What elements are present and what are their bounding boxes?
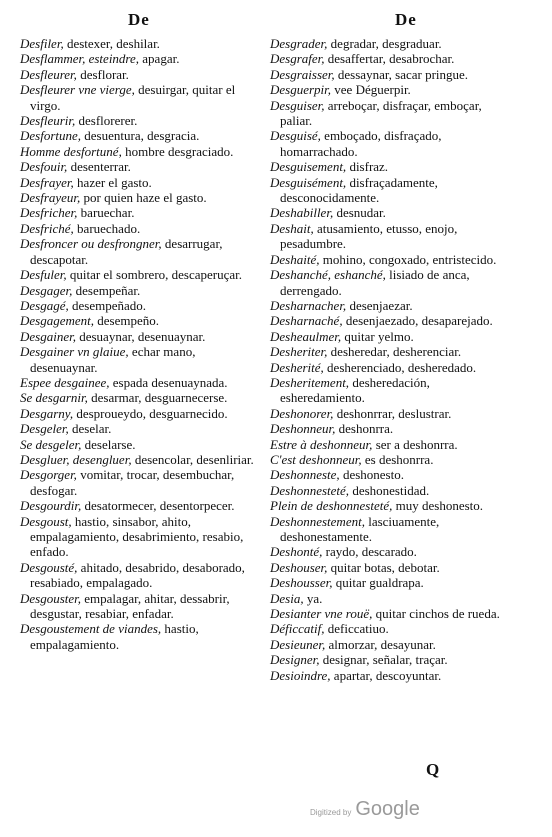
definition: quitar gualdrapa. (332, 575, 424, 591)
dictionary-entry (20, 175, 265, 190)
dictionary-entry (20, 283, 265, 298)
headword: Deshouser, (270, 559, 328, 575)
dictionary-entry (270, 252, 515, 267)
headword: Desguisément, (270, 174, 347, 190)
headword: Deshonorer, (270, 405, 334, 421)
dictionary-entry (270, 575, 515, 590)
dictionary-entry (270, 51, 515, 66)
dictionary-entry (270, 360, 515, 375)
definition: quitar cinchos de rueda. (372, 606, 500, 622)
definition: degradar, desgraduar. (327, 36, 442, 51)
dictionary-entry (20, 498, 265, 513)
definition: baruechar. (77, 205, 135, 221)
dictionary-entry (20, 621, 265, 652)
dictionary-entry (20, 159, 265, 174)
dictionary-entry (270, 452, 515, 467)
headword: Desheaulmer, (270, 328, 342, 344)
headword: Desfleurer, (20, 66, 77, 82)
headword: Desgeler, (20, 421, 69, 437)
definition: echar mano, desenuaynar. (30, 344, 196, 375)
definition: desheredar, desherenciar. (327, 344, 462, 360)
definition: hastio, empalagamiento. (30, 621, 199, 652)
headword: Desguiser, (270, 97, 325, 113)
dictionary-entry (270, 175, 515, 206)
definition: emboçado, disfraçado, homarrachado. (280, 128, 442, 159)
dictionary-entry (270, 159, 515, 174)
headword: Desfricher, (20, 205, 78, 221)
dictionary-entry (270, 467, 515, 482)
dictionary-entry (270, 67, 515, 82)
definition: desempeño. (94, 313, 159, 329)
dictionary-entry (270, 406, 515, 421)
definition: destexer, deshilar. (63, 36, 160, 51)
headword: Desfleurer vne vierge, (20, 82, 135, 98)
dictionary-entry (20, 344, 265, 375)
definition: deficcatiuo. (324, 621, 389, 637)
dictionary-entry (20, 467, 265, 498)
headword: Deshonnesteté, (270, 482, 350, 498)
headword: Deshousser, (270, 575, 333, 591)
definition: desproueydo, desguarnecido. (73, 405, 228, 421)
headword: Desfortune, (20, 128, 82, 144)
definition: deselar. (68, 421, 112, 437)
dictionary-entry (20, 113, 265, 128)
definition: deshonrra. (335, 421, 394, 437)
definition: dessaynar, sacar pringue. (334, 66, 469, 82)
dictionary-entry (20, 67, 265, 82)
headword: Desfouir, (20, 159, 68, 175)
headword: Deshait, (270, 220, 314, 236)
dictionary-entry (270, 621, 515, 636)
dictionary-entry (20, 298, 265, 313)
dictionary-entry (270, 221, 515, 252)
headword: Desharnaché, (270, 313, 343, 329)
headword: Desguerpir, (270, 82, 332, 98)
definition: espada desenuaynada. (109, 374, 228, 390)
headword: Desgourdir, (20, 498, 82, 514)
headword: Desgrafer, (270, 51, 325, 67)
headword: Deshonnestement, (270, 513, 365, 529)
headword: Deshonneur, (270, 421, 336, 437)
definition: deshonrrar, deslustrar. (333, 405, 452, 421)
headword: Desgraisser, (270, 66, 335, 82)
headword: Desguisé, (270, 128, 321, 144)
running-head-left: De (128, 10, 150, 29)
definition: desencolar, desenliriar. (131, 451, 254, 467)
definition: desenjaezado, desaparejado. (342, 313, 493, 329)
dictionary-entry (270, 98, 515, 129)
dictionary-entry (20, 329, 265, 344)
definition: desarmar, desguarnecerse. (87, 390, 228, 406)
headword: Desgoustement de viandes, (20, 621, 162, 637)
definition: desheredación, esheredamiento. (280, 374, 430, 406)
headword: Desheritement, (270, 374, 350, 390)
dictionary-entry (20, 313, 265, 328)
headword: Desgousté, (20, 559, 78, 575)
definition: es deshonrra. (361, 451, 434, 467)
definition: apartar, descoyuntar. (330, 667, 442, 683)
dictionary-entry (270, 313, 515, 328)
headword: Desflammer, esteindre, (20, 51, 140, 67)
dictionary-entry (270, 514, 515, 545)
definition: desempeñar. (72, 282, 141, 298)
definition: desflorar. (76, 66, 129, 82)
headword: Desgrader, (270, 36, 328, 51)
dictionary-entry (270, 82, 515, 97)
dictionary-entry (20, 406, 265, 421)
dictionary-entry (20, 514, 265, 560)
definition: baruechado. (73, 220, 141, 236)
headword: Desgagement, (20, 313, 95, 329)
dictionary-entry (20, 205, 265, 220)
dictionary-entry (20, 51, 265, 66)
definition: desenjaezar. (346, 297, 413, 313)
left-column (20, 36, 265, 652)
definition: deselarse. (81, 436, 136, 452)
definition: hombre desgraciado. (121, 143, 234, 159)
definition: quitar yelmo. (341, 328, 414, 344)
headword: Homme desfortuné, (20, 143, 122, 159)
dictionary-entry (270, 544, 515, 559)
headword: Desianter vne rouë, (270, 606, 373, 622)
headword: Desfriché, (20, 220, 74, 236)
headword: Desgager, (20, 282, 73, 298)
dictionary-entry (20, 36, 265, 51)
headword: Deshaité, (270, 251, 320, 267)
headword: Desgainer vn glaiue, (20, 344, 129, 360)
catchword: Q (426, 760, 440, 779)
headword: Desgorger, (20, 467, 77, 483)
dictionary-entry (270, 591, 515, 606)
definition: raydo, descarado. (322, 544, 417, 560)
definition: mohino, congoxado, entristecido. (319, 251, 497, 267)
definition: por quien haze el gasto. (80, 190, 207, 206)
definition: hastio, sinsabor, ahito, empalagamiento, desabrimiento, resabio, enfado. (30, 513, 244, 560)
dictionary-entry (270, 375, 515, 406)
dictionary-entry (20, 560, 265, 591)
dictionary-entry (270, 421, 515, 436)
definition: desempeñado. (68, 297, 147, 313)
definition: disfraz. (346, 159, 389, 175)
headword: Deshanché, eshanché, (270, 267, 386, 283)
dictionary-entry (20, 390, 265, 405)
definition: desflorerer. (75, 113, 138, 129)
headword: Desgainer, (20, 328, 76, 344)
dictionary-entry (270, 437, 515, 452)
dictionary-entry (270, 483, 515, 498)
dictionary-entry (270, 652, 515, 667)
definition: vomitar, trocar, desembuchar, desfogar. (30, 467, 235, 498)
definition: desaffertar, desabrochar. (324, 51, 455, 67)
definition: quitar botas, debotar. (327, 559, 440, 575)
dictionary-entry (270, 298, 515, 313)
definition: quitar el sombrero, descaperuçar. (66, 267, 243, 283)
definition: ser a deshonrra. (372, 436, 458, 452)
headword: Desgagé, (20, 297, 69, 313)
dictionary-entry (270, 606, 515, 621)
definition: almorzar, desayunar. (325, 636, 436, 652)
headword: Plein de deshonnesteté, (270, 498, 393, 514)
definition: atusamiento, etusso, enojo, pesadumbre. (280, 220, 458, 252)
dictionary-entry (20, 190, 265, 205)
definition: arreboçar, disfraçar, emboçar, paliar. (280, 97, 482, 129)
headword: Desgarny, (20, 405, 74, 421)
definition: hazer el gasto. (73, 174, 152, 190)
headword: Desguisement, (270, 159, 347, 175)
headword: Estre à deshonneur, (270, 436, 373, 452)
right-column (270, 36, 515, 683)
dictionary-entry (270, 498, 515, 513)
definition: desuentura, desgracia. (81, 128, 200, 144)
dictionary-entry (20, 421, 265, 436)
headword: Desheriter, (270, 344, 328, 360)
definition: ya. (303, 590, 323, 606)
headword: Desfrayer, (20, 174, 74, 190)
headword: Desharnacher, (270, 297, 347, 313)
definition: deshonesto. (339, 467, 404, 483)
headword: Se desgeler, (20, 436, 82, 452)
definition: desenterrar. (67, 159, 131, 175)
headword: Déficcatif, (270, 621, 325, 637)
dictionary-entry (270, 329, 515, 344)
dictionary-entry (20, 591, 265, 622)
definition: desatormecer, desentorpecer. (81, 498, 235, 514)
dictionary-entry (20, 144, 265, 159)
dictionary-entry (270, 267, 515, 298)
headword: Deshonneste, (270, 467, 340, 483)
headword: Se desgarnir, (20, 390, 88, 406)
headword: Desgouster, (20, 590, 82, 606)
headword: Desherité, (270, 359, 324, 375)
headword: Desgluer, desengluer, (20, 451, 132, 467)
headword: Desieuner, (270, 636, 326, 652)
headword: Designer, (270, 652, 320, 668)
definition: desuirgar, quitar el virgo. (30, 82, 236, 113)
definition: desuaynar, desenuaynar. (75, 328, 206, 344)
dictionary-entry (270, 344, 515, 359)
headword: Desia, (270, 590, 304, 606)
dictionary-entry (20, 437, 265, 452)
dictionary-entry (270, 128, 515, 159)
headword: Desioindre, (270, 667, 331, 683)
digitization-watermark (310, 798, 420, 821)
headword: C'est deshonneur, (270, 451, 362, 467)
headword: Deshabiller, (270, 205, 334, 221)
definition: lisiado de anca, derrengado. (280, 267, 470, 298)
headword: Desfiler, (20, 36, 64, 51)
headword: Deshonté, (270, 544, 323, 560)
definition: disfraçadamente, desconocidamente. (280, 174, 438, 206)
running-head-right: De (395, 10, 417, 29)
dictionary-entry (270, 668, 515, 683)
dictionary-entry (20, 375, 265, 390)
dictionary-entry (270, 637, 515, 652)
google-logo: Google (355, 798, 420, 820)
dictionary-entry (20, 236, 265, 267)
definition: deshonestidad. (349, 482, 430, 498)
dictionary-entry (20, 82, 265, 113)
definition: desnudar. (333, 205, 386, 221)
headword: Espee desgainee, (20, 374, 110, 390)
definition: ahitado, desabrido, desaborado, resabiado, empalagado. (30, 559, 245, 591)
definition: muy deshonesto. (392, 498, 484, 514)
dictionary-entry (20, 267, 265, 282)
dictionary-entry (20, 452, 265, 467)
definition: empalagar, ahitar, dessabrir, desgustar, resabiar, enfadar. (30, 590, 230, 622)
watermark-prefix: Digitized by (310, 808, 352, 817)
dictionary-entry (270, 560, 515, 575)
headword: Desgoust, (20, 513, 72, 529)
headword: Desfrayeur, (20, 190, 81, 206)
dictionary-entry (20, 221, 265, 236)
dictionary-entry (20, 128, 265, 143)
definition: lasciuamente, deshonestamente. (280, 513, 440, 544)
headword: Desfroncer ou desfrongner, (20, 236, 162, 252)
dictionary-entry (270, 36, 515, 51)
headword: Desfleurir, (20, 113, 76, 129)
dictionary-entry (270, 205, 515, 220)
definition: apagar. (139, 51, 180, 67)
definition: designar, señalar, traçar. (319, 652, 448, 668)
definition: desarrugar, descapotar. (30, 236, 223, 267)
definition: desherenciado, desheredado. (323, 359, 477, 375)
headword: Desfuler, (20, 267, 67, 283)
definition: vee Déguerpir. (331, 82, 411, 98)
